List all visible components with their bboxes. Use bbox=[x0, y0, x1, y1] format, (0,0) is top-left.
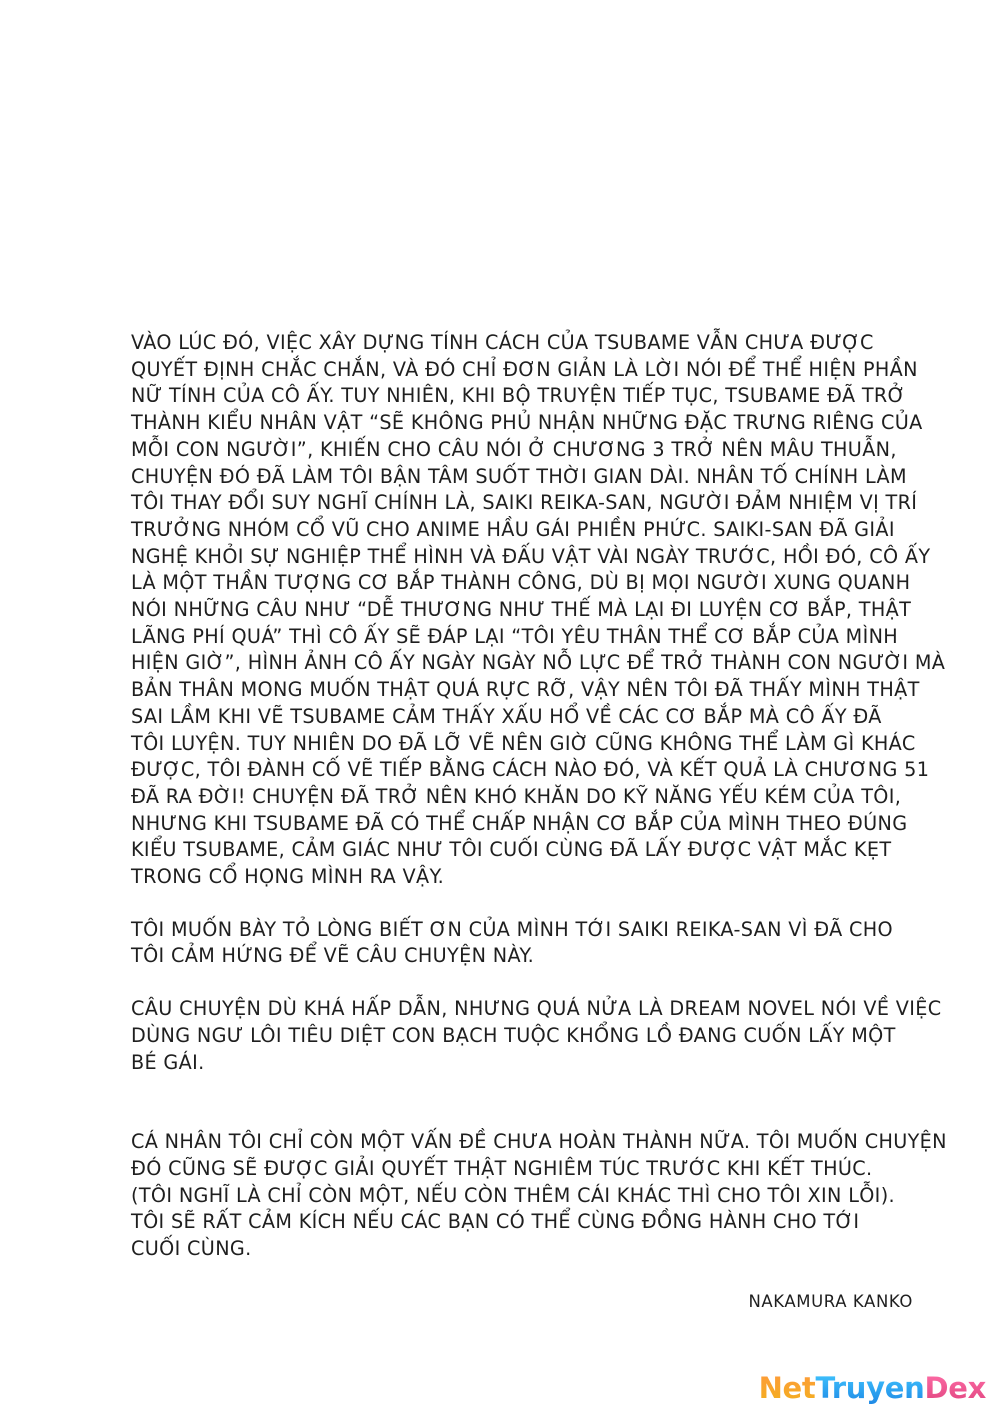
text-line: TÔI LUYỆN. TUY NHIÊN DO ĐÃ LỠ VẼ NÊN GIỜ CŨNG KHÔNG THỂ LÀM GÌ KHÁC bbox=[131, 731, 916, 755]
text-line: ĐÃ RA ĐỜI! CHUYỆN ĐÃ TRỞ NÊN KHÓ KHĂN DO KỸ NĂNG YẾU KÉM CỦA TÔI, bbox=[131, 784, 902, 808]
text-line: CÂU CHUYỆN DÙ KHÁ HẤP DẪN, NHƯNG QUÁ NỬA LÀ DREAM NOVEL NÓI VỀ VIỆC bbox=[131, 997, 942, 1021]
paragraph-2 bbox=[131, 917, 921, 970]
paragraph-spacer bbox=[131, 1076, 921, 1129]
text-line: TÔI THAY ĐỔI SUY NGHĨ CHÍNH LÀ, SAIKI REIKA-SAN, NGƯỜI ĐẢM NHIỆM VỊ TRÍ bbox=[131, 491, 918, 515]
text-line: ĐÓ CŨNG SẼ ĐƯỢC GIẢI QUYẾT THẬT NGHIÊM TÚC TRƯỚC KHI KẾT THÚC. bbox=[131, 1156, 873, 1180]
text-line: MỖI CON NGƯỜI”, KHIẾN CHO CÂU NÓI Ở CHƯƠNG 3 TRỞ NÊN MÂU THUẪN, bbox=[131, 437, 897, 461]
text-line: VÀO LÚC ĐÓ, VIỆC XÂY DỰNG TÍNH CÁCH CỦA TSUBAME VẪN CHƯA ĐƯỢC bbox=[131, 331, 874, 354]
text-line: LÃNG PHÍ QUÁ” THÌ CÔ ẤY SẼ ĐÁP LẠI “TÔI YÊU THÂN THỂ CƠ BẮP CỦA MÌNH bbox=[131, 624, 899, 648]
text-line: NHƯNG KHI TSUBAME ĐÃ CÓ THỂ CHẤP NHẬN CƠ BẮP CỦA MÌNH THEO ĐÚNG bbox=[131, 811, 908, 835]
text-line: NỮ TÍNH CỦA CÔ ẤY. TUY NHIÊN, KHI BỘ TRUYỆN TIẾP TỤC, TSUBAME ĐÃ TRỞ bbox=[131, 384, 906, 408]
text-line: TRONG CỔ HỌNG MÌNH RA VẬY. bbox=[131, 865, 445, 889]
watermark-net-text: Net bbox=[758, 1371, 816, 1405]
text-line: LÀ MỘT THẦN TƯỢNG CƠ BẮP THÀNH CÔNG, DÙ BỊ MỌI NGƯỜI XUNG QUANH bbox=[131, 571, 911, 595]
text-line: TÔI MUỐN BÀY TỎ LÒNG BIẾT ƠN CỦA MÌNH TỚI SAIKI REIKA-SAN VÌ ĐÃ CHO bbox=[131, 917, 893, 941]
text-line: KIỂU TSUBAME, CẢM GIÁC NHƯ TÔI CUỐI CÙNG ĐÃ LẤY ĐƯỢC VẬT MẮC KẸT bbox=[131, 838, 892, 862]
text-line: NGHỆ KHỎI SỰ NGHIỆP THỂ HÌNH VÀ ĐẤU VẬT VÀI NGÀY TRƯỚC, HỒI ĐÓ, CÔ ẤY bbox=[131, 544, 931, 568]
text-line: TÔI CẢM HỨNG ĐỂ VẼ CÂU CHUYỆN NÀY. bbox=[131, 944, 535, 968]
paragraph-spacer bbox=[131, 891, 921, 917]
text-line: CUỐI CÙNG. bbox=[131, 1237, 252, 1261]
text-line: NÓI NHỮNG CÂU NHƯ “DỄ THƯƠNG NHƯ THẾ MÀ LẠI ĐI LUYỆN CƠ BẮP, THẬT bbox=[131, 598, 912, 622]
text-line: CÁ NHÂN TÔI CHỈ CÒN MỘT VẤN ĐỀ CHƯA HOÀN THÀNH NỮA. TÔI MUỐN CHUYỆN bbox=[131, 1130, 947, 1154]
text-line: CHUYỆN ĐÓ ĐÃ LÀM TÔI BẬN TÂM SUỐT THỜI GIAN DÀI. NHÂN TỐ CHÍNH LÀM bbox=[131, 464, 907, 488]
text-line: THÀNH KIỂU NHÂN VẬT “SẼ KHÔNG PHỦ NHẬN NHỮNG ĐẶC TRƯNG RIÊNG CỦA bbox=[131, 411, 923, 435]
text-line: BÉ GÁI. bbox=[131, 1050, 205, 1074]
text-line: DÙNG NGƯ LÔI TIÊU DIỆT CON BẠCH TUỘC KHỔNG LỒ ĐANG CUỐN LẤY MỘT bbox=[131, 1023, 896, 1047]
text-line: HIỆN GIỜ”, HÌNH ẢNH CÔ ẤY NGÀY NGÀY NỖ LỰC ĐỂ TRỞ THÀNH CON NGƯỜI MÀ bbox=[131, 651, 946, 675]
text-line: ĐƯỢC, TÔI ĐÀNH CỐ VẼ TIẾP BẰNG CÁCH NÀO ĐÓ, VÀ KẾT QUẢ LÀ CHƯƠNG 51 bbox=[131, 758, 930, 782]
afterword-text bbox=[131, 330, 947, 1263]
text-line: SAI LẦM KHI VẼ TSUBAME CẢM THẤY XẤU HỔ VỀ CÁC CƠ BẮP MÀ CÔ ẤY ĐÃ bbox=[131, 704, 882, 728]
paragraph-spacer bbox=[131, 970, 921, 996]
paragraph-4 bbox=[131, 1129, 947, 1263]
paragraph-3 bbox=[131, 996, 942, 1076]
text-line: BẢN THÂN MONG MUỐN THẬT QUÁ RỰC RỠ, VẬY NÊN TÔI ĐÃ THẤY MÌNH THẬT bbox=[131, 678, 920, 702]
site-watermark-logo bbox=[759, 1371, 986, 1405]
author-signature: NAKAMURA KANKO bbox=[748, 1292, 913, 1311]
text-line: (TÔI NGHĨ LÀ CHỈ CÒN MỘT, NẾU CÒN THÊM CÁI KHÁC THÌ CHO TÔI XIN LỖI). bbox=[131, 1183, 895, 1207]
text-line: TÔI SẼ RẤT CẢM KÍCH NẾU CÁC BẠN CÓ THỂ CÙNG ĐỒNG HÀNH CHO TỚI bbox=[131, 1210, 860, 1234]
paragraph-1 bbox=[131, 330, 946, 891]
text-line: QUYẾT ĐỊNH CHẮC CHẮN, VÀ ĐÓ CHỈ ĐƠN GIẢN LÀ LỜI NÓI ĐỂ THỂ HIỆN PHẦN bbox=[131, 357, 918, 381]
watermark-truyen-text: Truyen bbox=[815, 1371, 925, 1405]
watermark-dex-text: Dex bbox=[924, 1371, 986, 1405]
text-line: TRƯỞNG NHÓM CỔ VŨ CHO ANIME HẦU GÁI PHIỀN PHỨC. SAIKI-SAN ĐÃ GIẢI bbox=[131, 517, 895, 541]
